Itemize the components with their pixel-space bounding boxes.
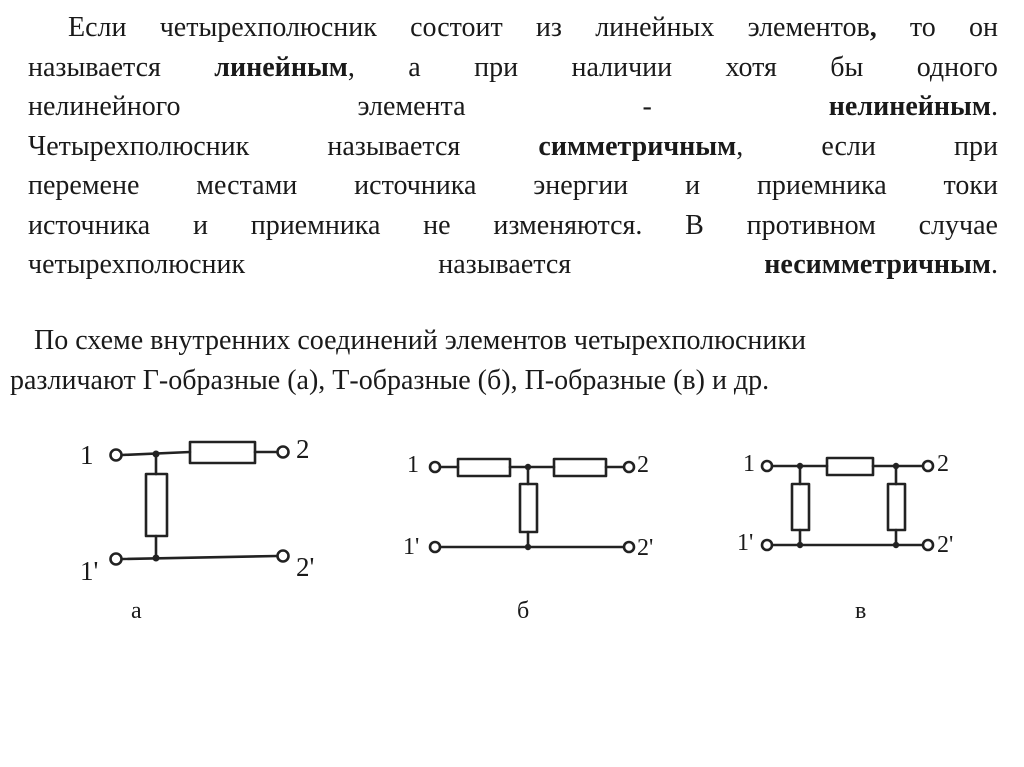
word: В: [685, 209, 704, 241]
shunt-resistor-left: [792, 484, 809, 530]
word: из: [535, 12, 562, 43]
shunt-resistor: [146, 474, 167, 536]
word: а: [408, 51, 421, 83]
word: Если: [68, 12, 127, 43]
word: называется: [28, 51, 161, 83]
word: случае: [918, 209, 998, 241]
word: -: [642, 91, 652, 122]
word: называется: [438, 249, 572, 280]
term-linear: линейным,: [214, 51, 355, 83]
word: он: [969, 12, 998, 43]
terminal-label: 2: [296, 434, 310, 464]
caption-a: а: [131, 598, 142, 624]
terminal-label: 2': [296, 552, 315, 582]
terminal-2-prime: [923, 540, 933, 550]
terminal-label: 2: [637, 452, 649, 478]
terminal-label: 2': [637, 535, 654, 561]
word: перемене: [28, 170, 140, 201]
terminal-2: [278, 447, 289, 458]
word: и: [685, 170, 701, 201]
word: линейных: [595, 12, 715, 43]
word: противном: [746, 209, 876, 241]
word: нелинейного: [28, 91, 181, 122]
terminal-1: [430, 462, 440, 472]
word: местами: [196, 170, 298, 201]
word: наличии: [571, 51, 673, 83]
word: называется: [327, 130, 461, 162]
word: элемента: [357, 91, 466, 122]
word: приемника: [756, 170, 887, 201]
terminal-label: 1': [403, 534, 420, 560]
word: энергии: [533, 170, 629, 201]
terminal-1-prime: [111, 554, 122, 565]
word: состоит: [410, 12, 503, 43]
word: четырехполюсник: [28, 249, 246, 280]
terminal-2: [624, 462, 634, 472]
terminal-label: 1: [80, 440, 94, 470]
terminal-1: [111, 450, 122, 461]
word: хотя: [725, 51, 777, 83]
t-type-circuit: [430, 459, 634, 552]
series-resistor: [190, 442, 255, 463]
word: при: [954, 130, 998, 162]
terminal-1: [762, 461, 772, 471]
word: и: [192, 209, 208, 241]
terminal-1-prime: [762, 540, 772, 550]
word: изменяются.: [493, 209, 643, 241]
word: при: [474, 51, 519, 83]
terminal-2: [923, 461, 933, 471]
word: если: [821, 130, 876, 162]
text-line: По схеме внутренних соединений элементов четырехполюсники: [34, 325, 806, 356]
word: то: [909, 12, 936, 43]
word: токи: [943, 170, 998, 201]
term-nonlinear: нелинейным.: [828, 91, 998, 122]
word: источника: [354, 170, 477, 201]
terminal-2-prime: [624, 542, 634, 552]
word: бы: [830, 51, 864, 83]
terminal-label: 1: [743, 451, 755, 477]
series-resistor-left: [458, 459, 510, 476]
shunt-resistor-right: [888, 484, 905, 530]
word: элементов,: [747, 12, 877, 43]
word: приемника: [250, 209, 381, 241]
word: источника: [28, 209, 151, 241]
term-asymmetric: несимметричным.: [764, 249, 998, 280]
l-type-circuit: [111, 442, 289, 565]
terminal-label: 1: [407, 452, 419, 478]
pi-type-circuit: [762, 458, 933, 550]
series-resistor-right: [554, 459, 606, 476]
shunt-resistor: [520, 484, 537, 532]
caption-c: в: [855, 598, 867, 624]
terminal-label: 1': [80, 556, 99, 586]
word: не: [423, 209, 451, 241]
word: одного: [916, 51, 998, 83]
text-line: различают Г-образные (а), Т-образные (б), П-образные (в) и др.: [10, 365, 770, 396]
word: Четырехполюсник: [28, 130, 250, 162]
series-resistor: [827, 458, 873, 475]
terminal-label: 2': [937, 532, 954, 558]
caption-b: б: [517, 598, 530, 624]
terminal-2-prime: [278, 551, 289, 562]
term-symmetric: симметричным,: [538, 130, 744, 162]
terminal-label: 2: [937, 451, 949, 477]
word: четырехполюсник: [159, 12, 377, 43]
terminal-1-prime: [430, 542, 440, 552]
terminal-label: 1': [737, 530, 754, 556]
